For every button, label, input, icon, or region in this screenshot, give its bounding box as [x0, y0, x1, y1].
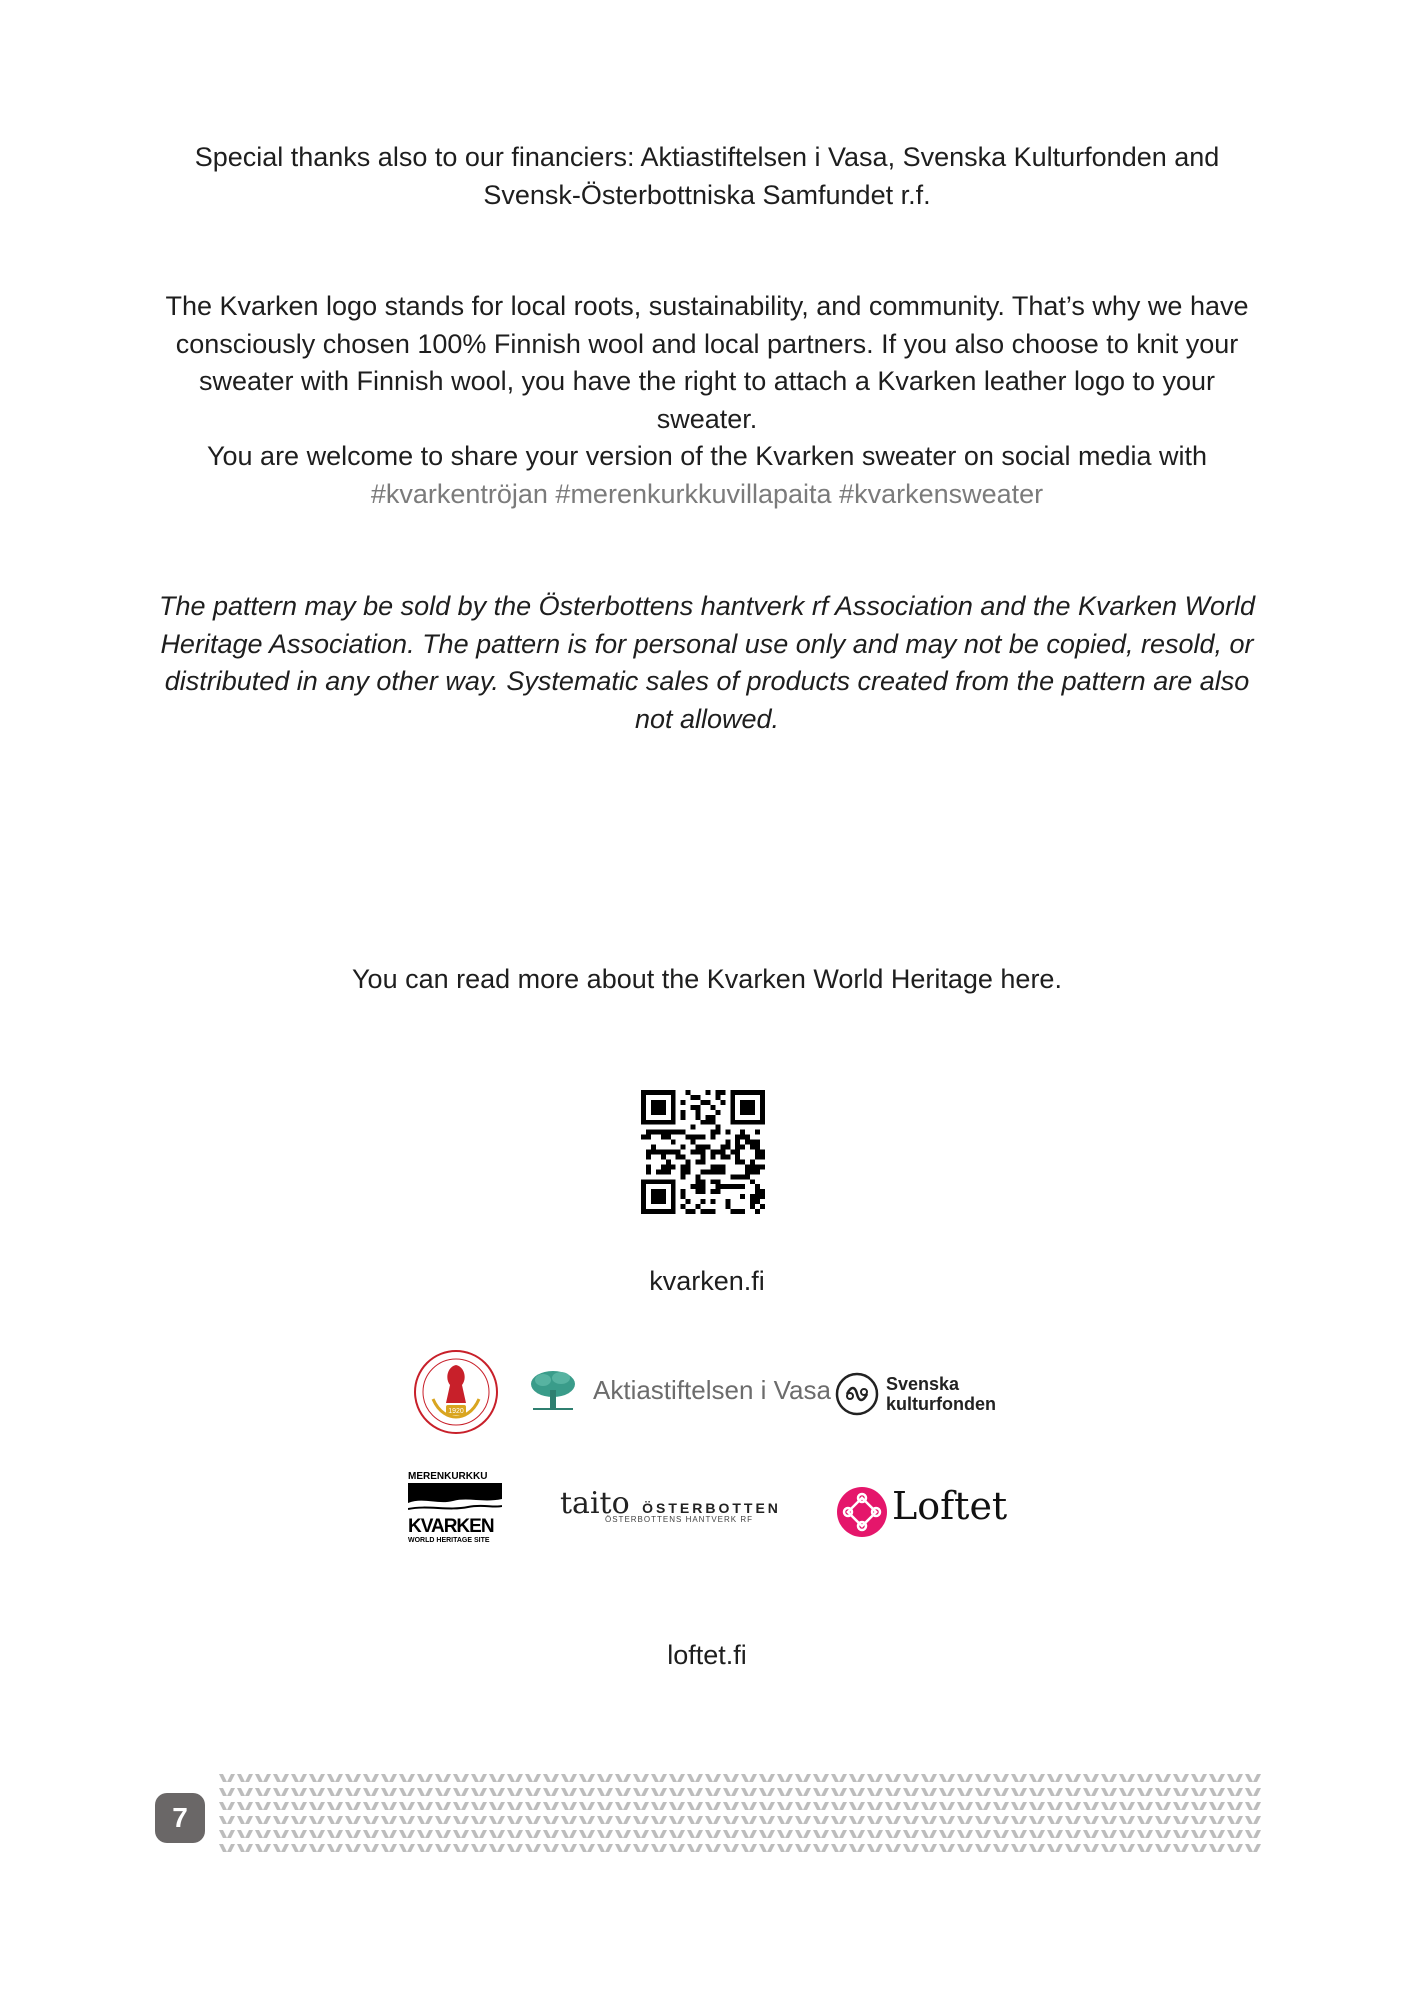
logo-paragraph-line-5: You are welcome to share your version of the Kvarken sweater on social media with	[206, 441, 1207, 471]
taito-osterbotten-logo	[560, 1486, 790, 1536]
kvarken-url[interactable]: kvarken.fi	[649, 1266, 765, 1296]
taito-label: taito	[560, 1486, 630, 1521]
kvarken-landscape-icon	[408, 1483, 502, 1517]
aktia-tree-icon	[528, 1368, 578, 1412]
samfundet-year: 1920	[448, 1408, 464, 1415]
svenska-line-2: kulturfonden	[886, 1394, 996, 1414]
merenkurkku-label: MERENKURKKU	[408, 1471, 488, 1482]
hashtags: #kvarkentröjan #merenkurkkuvillapaita #kvarkensweater	[370, 478, 1044, 509]
legal-line-4: not allowed.	[634, 703, 780, 734]
loftet-knot-icon	[837, 1487, 887, 1537]
page-number: 7	[155, 1793, 205, 1843]
loftet-logo-text: Loftet	[892, 1484, 1008, 1528]
qr-code[interactable]	[641, 1090, 765, 1214]
osterbotten-label: ÖSTERBOTTEN	[642, 1500, 781, 1516]
kvarken-label: KVARKEN	[408, 1516, 494, 1537]
kvarken-logo-paragraph	[140, 288, 1274, 513]
svenska-kulturfonden-icon	[835, 1372, 879, 1416]
svenska-line-1: Svenska	[886, 1374, 960, 1394]
read-more-text[interactable]: You can read more about the Kvarken World Heritage here.	[352, 964, 1062, 994]
logo-paragraph-line-1: The Kvarken logo stands for local roots, sustainability, and community. That’s why we have	[165, 291, 1249, 321]
osterbottens-hantverk-label: ÖSTERBOTTENS HANTVERK RF	[605, 1515, 754, 1524]
thanks-paragraph	[140, 139, 1274, 214]
logo-paragraph-line-4: sweater.	[656, 403, 758, 434]
legal-line-2: Heritage Association. The pattern is for personal use only and may not be copied, resold, or	[160, 628, 1254, 659]
logo-paragraph-line-3: sweater with Finnish wool, you have the right to attach a Kvarken leather logo to your	[198, 366, 1216, 396]
thanks-line-2: Svensk-Österbottniska Samfundet r.f.	[483, 179, 931, 210]
legal-paragraph	[140, 588, 1274, 738]
loftet-url[interactable]: loftet.fi	[667, 1640, 747, 1670]
svenska-kulturfonden-text	[886, 1374, 996, 1414]
world-heritage-label: WORLD HERITAGE SITE	[408, 1537, 490, 1544]
knit-pattern-border	[218, 1773, 1266, 1859]
aktia-logo-text: Aktiastiftelsen i Vasa	[593, 1375, 831, 1405]
kvarken-world-heritage-logo	[408, 1471, 502, 1549]
thanks-line-1: Special thanks also to our financiers: Aktiastiftelsen i Vasa, Svenska Kulturfonden and	[194, 142, 1220, 172]
legal-line-1: The pattern may be sold by the Österbottens hantverk rf Association and the Kvarken World	[158, 591, 1256, 621]
legal-line-3: distributed in any other way. Systematic sales of products created from the pattern are also	[164, 666, 1250, 696]
samfundet-logo	[413, 1349, 499, 1435]
logo-paragraph-line-2: consciously chosen 100% Finnish wool and local partners. If you also choose to knit your	[175, 328, 1239, 359]
